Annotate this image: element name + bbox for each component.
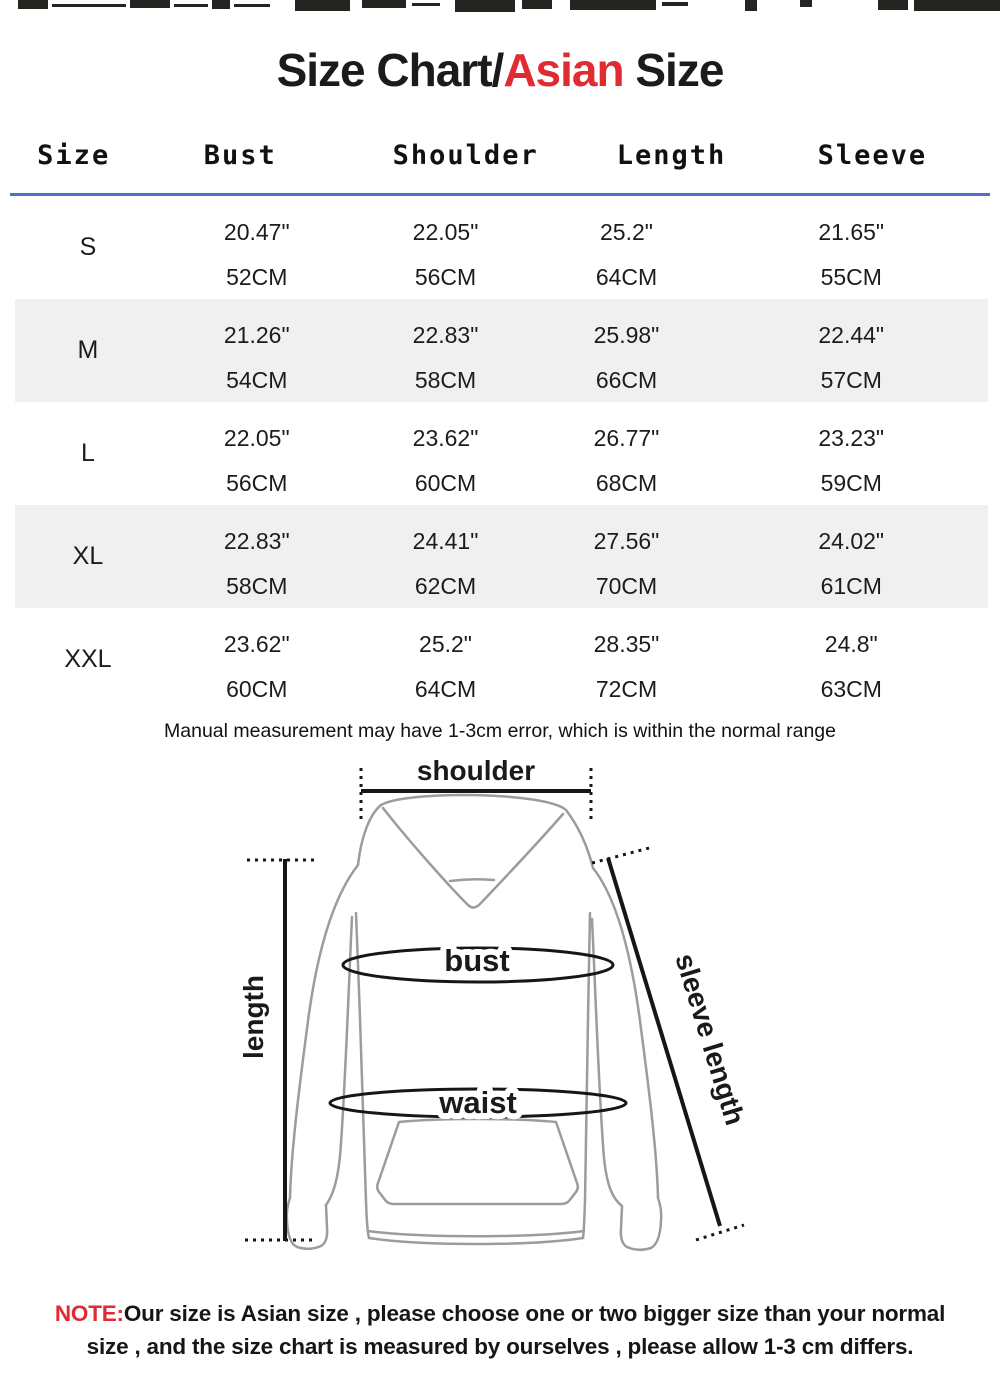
length-label: length — [238, 975, 269, 1059]
shoulder-cm: 62CM — [414, 573, 477, 599]
right-sleeve-inner — [592, 919, 622, 1206]
length-cm: 70CM — [595, 573, 658, 599]
measurement-marks — [245, 768, 744, 1241]
table-row-xl — [15, 505, 988, 608]
hood-opening — [383, 808, 563, 908]
note-line2: size , and the size chart is measured by ourselves , please allow 1-3 cm differs. — [86, 1334, 914, 1359]
shoulder-cm: 56CM — [414, 264, 477, 290]
length-cm: 68CM — [595, 470, 658, 496]
asian-size-note — [35, 1297, 965, 1363]
size-label: M — [77, 336, 99, 364]
bust-cm: 54CM — [226, 367, 288, 393]
cropped-text-fragment — [18, 0, 48, 9]
table-row-m — [15, 299, 988, 402]
note-line1: Our size is Asian size , please choose one or two bigger size than your normal — [123, 1301, 946, 1326]
length-cm: 72CM — [595, 676, 658, 702]
bust-cm: 52CM — [226, 264, 288, 290]
kangaroo-pocket — [377, 1119, 578, 1204]
bust-cm: 58CM — [226, 573, 288, 599]
shoulder-inch: 23.62" — [412, 425, 479, 451]
page-title — [0, 0, 1000, 96]
column-header-sleeve: Sleeve — [817, 140, 928, 171]
sleeve-inch: 24.8" — [824, 631, 878, 657]
sleeve-inch: 21.65" — [818, 219, 885, 245]
sleeve-inch: 24.02" — [818, 528, 885, 554]
cropped-text-fragment — [212, 0, 230, 9]
bust-inch: 22.05" — [223, 425, 290, 451]
sleeve-length-label: sleeve length — [669, 949, 751, 1129]
title-part2: Size — [623, 44, 724, 96]
cropped-text-fragment — [412, 3, 440, 6]
length-inch: 26.77" — [593, 425, 660, 451]
hem-bottom — [369, 1238, 583, 1244]
title-part1: Size Chart/ — [276, 44, 504, 96]
right-cuff — [621, 1198, 661, 1250]
cropped-text-strip — [0, 0, 1000, 14]
length-inch: 27.56" — [593, 528, 660, 554]
column-header-length: Length — [616, 140, 727, 171]
length-inch: 25.98" — [593, 322, 660, 348]
cropped-text-fragment — [130, 0, 170, 8]
measurement-tolerance-note: Manual measurement may have 1-3cm error, which is within the normal range — [164, 720, 836, 742]
cropped-text-fragment — [914, 0, 1000, 11]
shoulder-cm: 58CM — [414, 367, 477, 393]
cropped-text-fragment — [455, 0, 515, 12]
shoulder-inch: 22.05" — [412, 219, 479, 245]
bust-inch: 23.62" — [223, 631, 290, 657]
shoulder-cm: 64CM — [414, 676, 477, 702]
hoodie-measurement-diagram — [0, 731, 1000, 1291]
cropped-text-fragment — [878, 0, 908, 10]
shoulder-inch: 25.2" — [419, 631, 472, 657]
cropped-text-fragment — [295, 0, 350, 11]
shoulder-inch: 22.83" — [412, 322, 479, 348]
cropped-text-fragment — [800, 0, 812, 7]
size-label: XL — [72, 542, 104, 570]
note-label: NOTE: — [54, 1301, 124, 1326]
size-label: S — [79, 233, 97, 261]
shoulder-cm: 60CM — [414, 470, 477, 496]
cropped-text-fragment — [570, 0, 656, 10]
hem-top — [368, 1231, 584, 1236]
cropped-text-fragment — [662, 2, 688, 6]
bust-cm: 56CM — [226, 470, 288, 496]
length-cm: 64CM — [595, 264, 658, 290]
hoodie-outline — [287, 795, 661, 1250]
bust-inch: 22.83" — [223, 528, 290, 554]
left-cuff — [287, 1198, 327, 1249]
waist-label: waist — [439, 1085, 517, 1120]
hood-outer — [358, 795, 593, 868]
size-label: XXL — [64, 645, 112, 673]
length-cm: 66CM — [595, 367, 658, 393]
title-highlight: Asian — [503, 44, 624, 96]
length-inch: 28.35" — [593, 631, 660, 657]
column-header-shoulder: Shoulder — [392, 140, 539, 171]
size-label: L — [81, 439, 95, 467]
bust-label: bust — [444, 943, 510, 978]
collar-line — [450, 879, 494, 881]
cropped-text-fragment — [52, 4, 126, 7]
table-row-l — [15, 402, 988, 505]
table-row-xxl — [15, 608, 988, 711]
cropped-text-fragment — [362, 0, 406, 8]
shoulder-inch: 24.41" — [412, 528, 479, 554]
sleeve-cm: 61CM — [820, 573, 882, 599]
bust-cm: 60CM — [226, 676, 288, 702]
table-row-s — [15, 196, 988, 299]
sleeve-tick-bottom — [696, 1225, 744, 1240]
cropped-text-fragment — [522, 0, 552, 9]
sleeve-tick-top — [592, 847, 653, 863]
sleeve-cm: 57CM — [820, 367, 882, 393]
sleeve-inch: 23.23" — [818, 425, 885, 451]
sleeve-inch: 22.44" — [818, 322, 885, 348]
bust-inch: 21.26" — [223, 322, 290, 348]
sleeve-cm: 63CM — [820, 676, 882, 702]
shoulder-label: shoulder — [416, 755, 536, 786]
length-inch: 25.2" — [600, 219, 653, 245]
cropped-text-fragment — [234, 4, 270, 7]
sleeve-cm: 55CM — [820, 264, 882, 290]
size-table-body — [15, 196, 988, 711]
size-table-header — [10, 122, 990, 196]
cropped-text-fragment — [174, 4, 208, 7]
cropped-text-fragment — [745, 0, 757, 11]
body-left-seam — [356, 913, 369, 1238]
column-header-bust: Bust — [203, 140, 277, 171]
sleeve-cm: 59CM — [820, 470, 882, 496]
body-right-seam — [583, 913, 590, 1238]
column-header-size: Size — [37, 140, 111, 171]
bust-inch: 20.47" — [223, 219, 290, 245]
